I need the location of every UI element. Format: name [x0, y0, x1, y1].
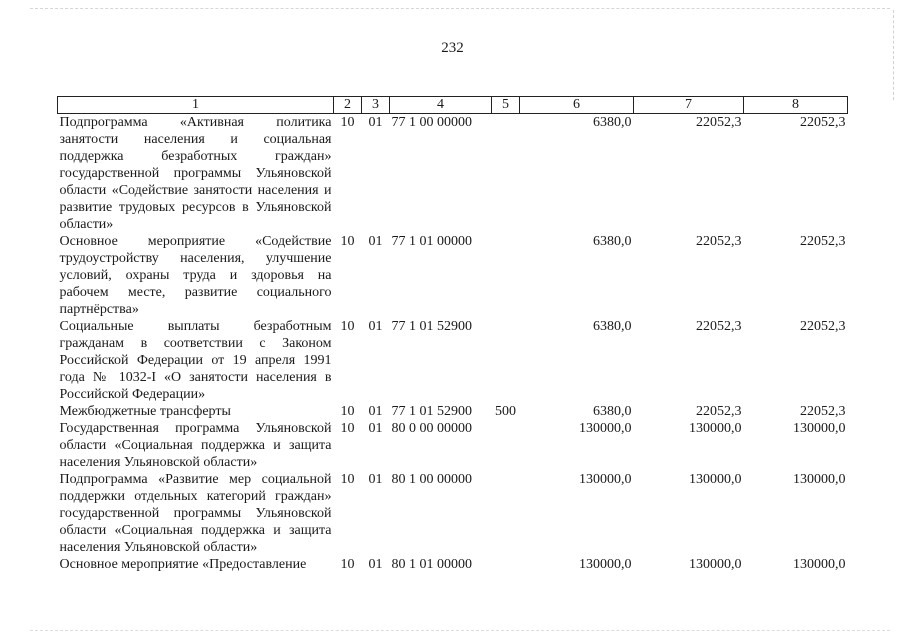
row-section: 10 — [340, 421, 355, 436]
row-target-article: 77 1 01 52900 — [391, 404, 472, 419]
header-col-5: 5 — [492, 97, 520, 114]
row-name: Основное мероприятие «Предоставление — [59, 557, 307, 572]
row-value-6: 6380,0 — [593, 404, 632, 419]
table-row — [58, 233, 848, 318]
page-number: 232 — [441, 40, 464, 56]
row-value-7: 22052,3 — [696, 404, 742, 419]
row-subsection: 01 — [368, 319, 383, 334]
row-name: Основное мероприятие «Содействие трудоустройству населения, улучшение условий, охраны труда и здоровья на рабочем месте, развитие социального партнёрства» — [59, 234, 332, 317]
row-section: 10 — [340, 319, 355, 334]
row-target-article: 80 1 00 00000 — [391, 472, 472, 487]
table-row — [58, 114, 848, 234]
row-value-7: 22052,3 — [696, 115, 742, 130]
budget-table — [57, 96, 848, 573]
scan-edge-bottom — [30, 630, 890, 631]
row-subsection: 01 — [368, 234, 383, 249]
header-col-2: 2 — [334, 97, 362, 114]
row-value-6: 6380,0 — [593, 319, 632, 334]
row-target-article: 77 1 01 52900 — [391, 319, 472, 334]
row-expense-type — [492, 556, 520, 573]
row-name: Подпрограмма «Развитие мер социальной поддержки отдельных категорий граждан» государственной программы Ульяновской области «Социальная поддержка и защита населения Ульяновской области» — [59, 472, 332, 555]
row-name: Социальные выплаты безработным гражданам в соответствии с Законом Российской Федерации от 19 апреля 1991 года № 1032-I «О занятости населения в Российской Федерации» — [59, 319, 332, 402]
row-value-6: 6380,0 — [593, 115, 632, 130]
row-section: 10 — [340, 115, 355, 130]
row-value-8: 22052,3 — [800, 319, 846, 334]
table-row — [58, 556, 848, 573]
row-target-article: 77 1 00 00000 — [391, 115, 472, 130]
row-value-8: 130000,0 — [793, 421, 846, 436]
row-name: Государственная программа Ульяновской области «Социальная поддержка и защита населения Ульяновской области» — [59, 421, 332, 470]
row-value-8: 130000,0 — [793, 472, 846, 487]
row-value-6: 6380,0 — [593, 234, 632, 249]
row-subsection: 01 — [368, 557, 383, 572]
row-section: 10 — [340, 472, 355, 487]
header-col-4: 4 — [390, 97, 492, 114]
row-section: 10 — [340, 404, 355, 419]
row-expense-type — [492, 233, 520, 318]
header-col-1: 1 — [58, 97, 334, 114]
table-row — [58, 403, 848, 420]
row-value-7: 130000,0 — [689, 472, 742, 487]
row-value-6: 130000,0 — [579, 421, 632, 436]
row-value-7: 130000,0 — [689, 421, 742, 436]
row-expense-type — [492, 420, 520, 471]
row-value-6: 130000,0 — [579, 472, 632, 487]
row-name: Подпрограмма «Активная политика занятости населения и социальная поддержка безработных граждан» государственной программы Ульяновской области «Содействие занятости населения и развитие трудовых ресурсов в Ульяновской области» — [59, 115, 332, 232]
row-expense-type — [492, 114, 520, 234]
row-value-8: 130000,0 — [793, 557, 846, 572]
row-value-7: 130000,0 — [689, 557, 742, 572]
table-row — [58, 471, 848, 556]
row-name: Межбюджетные трансферты — [59, 404, 231, 419]
row-subsection: 01 — [368, 421, 383, 436]
row-section: 10 — [340, 557, 355, 572]
row-value-8: 22052,3 — [800, 234, 846, 249]
table-row — [58, 420, 848, 471]
row-subsection: 01 — [368, 404, 383, 419]
row-expense-type — [492, 318, 520, 403]
row-section: 10 — [340, 234, 355, 249]
scan-edge-top — [30, 8, 890, 9]
row-expense-type — [492, 471, 520, 556]
row-target-article: 80 1 01 00000 — [391, 557, 472, 572]
row-target-article: 80 0 00 00000 — [391, 421, 472, 436]
row-value-8: 22052,3 — [800, 404, 846, 419]
header-col-7: 7 — [634, 97, 744, 114]
row-value-8: 22052,3 — [800, 115, 846, 130]
row-expense-type: 500 — [495, 404, 516, 419]
header-col-3: 3 — [362, 97, 390, 114]
row-value-7: 22052,3 — [696, 319, 742, 334]
header-row — [58, 97, 848, 114]
row-target-article: 77 1 01 00000 — [391, 234, 472, 249]
row-value-6: 130000,0 — [579, 557, 632, 572]
row-subsection: 01 — [368, 115, 383, 130]
table-row — [58, 318, 848, 403]
header-col-6: 6 — [520, 97, 634, 114]
header-col-8: 8 — [744, 97, 848, 114]
row-subsection: 01 — [368, 472, 383, 487]
row-value-7: 22052,3 — [696, 234, 742, 249]
